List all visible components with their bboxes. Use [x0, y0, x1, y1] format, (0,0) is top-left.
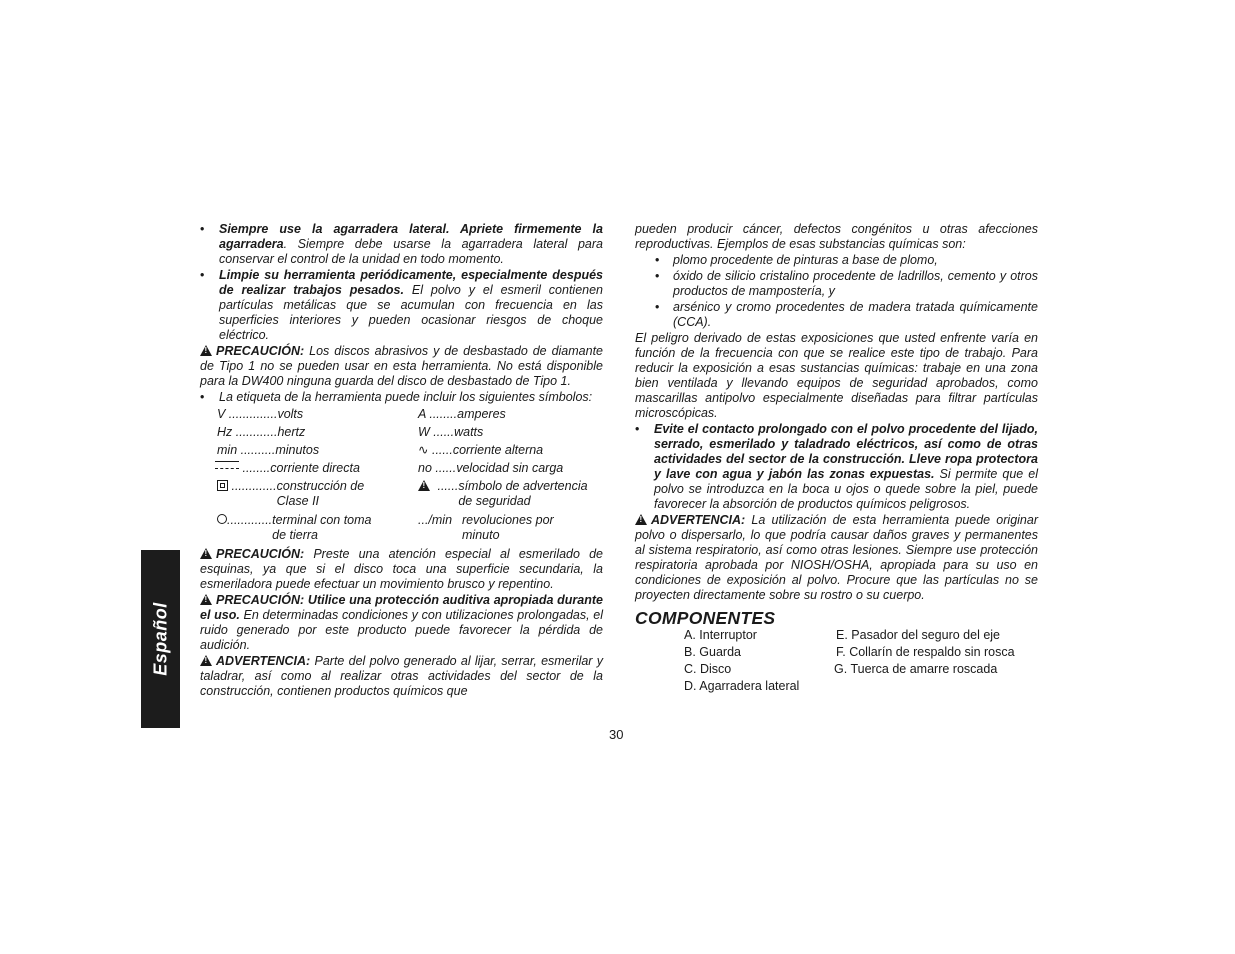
- symbol-safety-alert: ! ......símbolo de advertencia de seguridad: [418, 479, 603, 509]
- left-column: [200, 222, 603, 700]
- warning-label: ADVERTENCIA:: [651, 513, 746, 527]
- warning-icon: [200, 548, 212, 559]
- warning-icon: [200, 655, 212, 666]
- caution-label: PRECAUCIÓN: Utilice una protección auditiva apropiada durante el uso.: [200, 593, 603, 622]
- bullet-symbols-intro: • La etiqueta de la herramienta puede incluir los siguientes símbolos:: [200, 390, 593, 404]
- symbol-ac: ∿ ......corriente alterna: [418, 443, 544, 457]
- symbol-minutes: min ..........minutos: [217, 443, 320, 457]
- caution-corners: [200, 547, 603, 592]
- bullet-bold-text: Limpie su herramienta periódicamente, especialmente después de realizar trabajos pesados.: [219, 268, 603, 297]
- symbol-watts: W ......watts: [418, 425, 484, 439]
- symbol-class-ii: .............construcción de Clase II: [217, 479, 397, 509]
- bullet-clean-tool: • Limpie su herramienta periódicamente, especialmente después de realizar trabajos pesados. El polvo y el esmeril contienen partículas metálicas que se acumulan con frecuencia en las superficies interiores y pueden ocasionar riesgos de choque eléctrico.: [200, 268, 603, 342]
- warning-label: ADVERTENCIA:: [216, 654, 311, 668]
- bullet-text: La etiqueta de la herramienta puede incluir los siguientes símbolos:: [219, 390, 593, 404]
- language-tab-label: Español: [150, 602, 170, 676]
- bullet-side-handle: • Siempre use la agarradera lateral. Apriete firmemente la agarradera. Siempre debe usarse la agarradera lateral para conservar el control de la unidad en todo momento.: [200, 222, 603, 266]
- warning-icon: [200, 594, 212, 605]
- warning-icon: [635, 514, 647, 525]
- class-ii-icon: [217, 480, 228, 491]
- caution-text: Los discos abrasivos y de desbastado de diamante de Tipo 1 no se pueden usar en esta herramienta. No está disponible para la DW400 ninguna guarda del disco de desbastado de Tipo 1.: [200, 344, 603, 388]
- bullet-text: . Siempre debe usarse la agarradera lateral para conservar el control de la unidad en todo momento.: [219, 237, 603, 266]
- bullet-avoid-contact: • Evite el contacto prolongado con el polvo procedente del lijado, serrado, esmerilado y taladrado eléctricos, así como de otras actividades del sector de la construcción. Lleve ropa protectora y lave con agua y jabón las zonas expuestas. Si permite que el polvo se introduzca en la boca u ojos o quede sobre la piel, puede favorecer la absorción de productos químicos peligrosos.: [635, 422, 1038, 511]
- caution-type1-discs: [200, 344, 603, 389]
- symbol-hertz: Hz ............hertz: [217, 425, 306, 439]
- warning-respiratory: [635, 513, 1038, 603]
- caution-text: En determinadas condiciones y con utilizaciones prolongadas, el ruido generado por este producto puede favorecer la pérdida de audición.: [200, 608, 604, 652]
- caution-label: PRECAUCIÓN:: [216, 547, 305, 561]
- chemical-item: • plomo procedente de pinturas a base de plomo,: [655, 253, 938, 267]
- bullet-text: El polvo y el esmeril contienen partículas metálicas que se acumulan con frecuencia en las superficies interiores y pueden ocasionar riesgos de choque eléctrico.: [219, 283, 603, 342]
- components-heading: COMPONENTES: [635, 608, 776, 628]
- symbol-dc: ........corriente directa: [215, 461, 360, 476]
- symbols-table: [200, 407, 603, 544]
- component-item: F. Collarín de respaldo sin rosca: [836, 645, 1015, 659]
- symbol-ground: .............terminal con toma de tierra: [217, 513, 407, 543]
- chemical-item: • arsénico y cromo procedentes de madera tratada químicamente (CCA).: [655, 300, 1038, 329]
- dc-current-icon: [215, 461, 239, 469]
- caution-text: Preste una atención especial al esmerilado de esquinas, ya que si el disco toca una superficie secundaria, la esmeriladora puede efectuar un movimiento brusco y repentino.: [200, 547, 603, 591]
- safety-alert-icon: [418, 480, 430, 491]
- warning-text: La utilización de esta herramienta puede originar polvo o dispersarlo, lo que podría causar daños graves y permanentes al sistema respiratorio, así como otras lesiones. Siempre use protección respiratoria aprobada por NIOSH/OSHA, apropiada para su uso en condiciones de exposición al polvo. Procure que las partículas no se proyecten directamente sobre su rostro o su cuerpo.: [635, 513, 1038, 602]
- component-item: B. Guarda: [684, 645, 741, 659]
- exposure-paragraph: El peligro derivado de estas exposiciones que usted enfrente varía en función de la frecuencia con que se realice este tipo de trabajo. Para reducir la exposición a esas sustancias químicas: trabaje en una zona bien ventilada y llevando equipos de seguridad aprobados, como mascarillas antipolvo especialmente diseñadas para filtrar partículas microscópicas.: [635, 331, 1038, 420]
- symbol-rpm: .../min revoluciones por minuto: [418, 513, 554, 542]
- caution-label: PRECAUCIÓN:: [216, 344, 305, 358]
- chemicals-intro: pueden producir cáncer, defectos congénitos u otras afecciones reproductivas. Ejemplos de esas substancias químicas son:: [635, 222, 1038, 251]
- component-item: C. Disco: [684, 662, 732, 676]
- caution-hearing: [200, 593, 603, 653]
- bullet-text: Si permite que el polvo se introduzca en la boca u ojos o quede sobre la piel, puede favorecer la absorción de productos químicos peligrosos.: [654, 467, 1038, 511]
- component-item: D. Agarradera lateral: [684, 679, 800, 693]
- symbol-volts: V ..............volts: [217, 407, 304, 421]
- symbol-amperes: A ........amperes: [418, 407, 506, 421]
- right-column: [635, 222, 1038, 692]
- component-item: G. Tuerca de amarre roscada: [834, 662, 998, 676]
- chemical-item: • óxido de silicio cristalino procedente de ladrillos, cemento y otros productos de mampostería, y: [655, 269, 1038, 298]
- ground-terminal-icon: [217, 514, 227, 524]
- symbol-no-load-speed: no ......velocidad sin carga: [418, 461, 564, 475]
- page-number: 30: [609, 727, 624, 742]
- warning-icon: [200, 345, 212, 356]
- warning-text: Parte del polvo generado al lijar, serrar, esmerilar y taladrar, así como al realizar otras actividades del sector de la construcción, contienen productos químicos que: [200, 654, 603, 698]
- language-tab: [141, 550, 180, 728]
- warning-dust: [200, 654, 603, 699]
- ac-current-icon: ∿: [418, 443, 429, 457]
- component-item: A. Interruptor: [684, 628, 757, 642]
- components-list: [635, 628, 1038, 692]
- bullet-bold-text: Evite el contacto prolongado con el polvo procedente del lijado, serrado, esmerilado y taladrado eléctricos, así como de otras actividades del sector de la construcción. Lleve ropa protectora y lave con agua y jabón las zonas expuestas.: [654, 422, 1038, 481]
- component-item: E. Pasador del seguro del eje: [836, 628, 1000, 642]
- bullet-bold-text: Siempre use la agarradera lateral. Apriete firmemente la agarradera: [219, 222, 603, 251]
